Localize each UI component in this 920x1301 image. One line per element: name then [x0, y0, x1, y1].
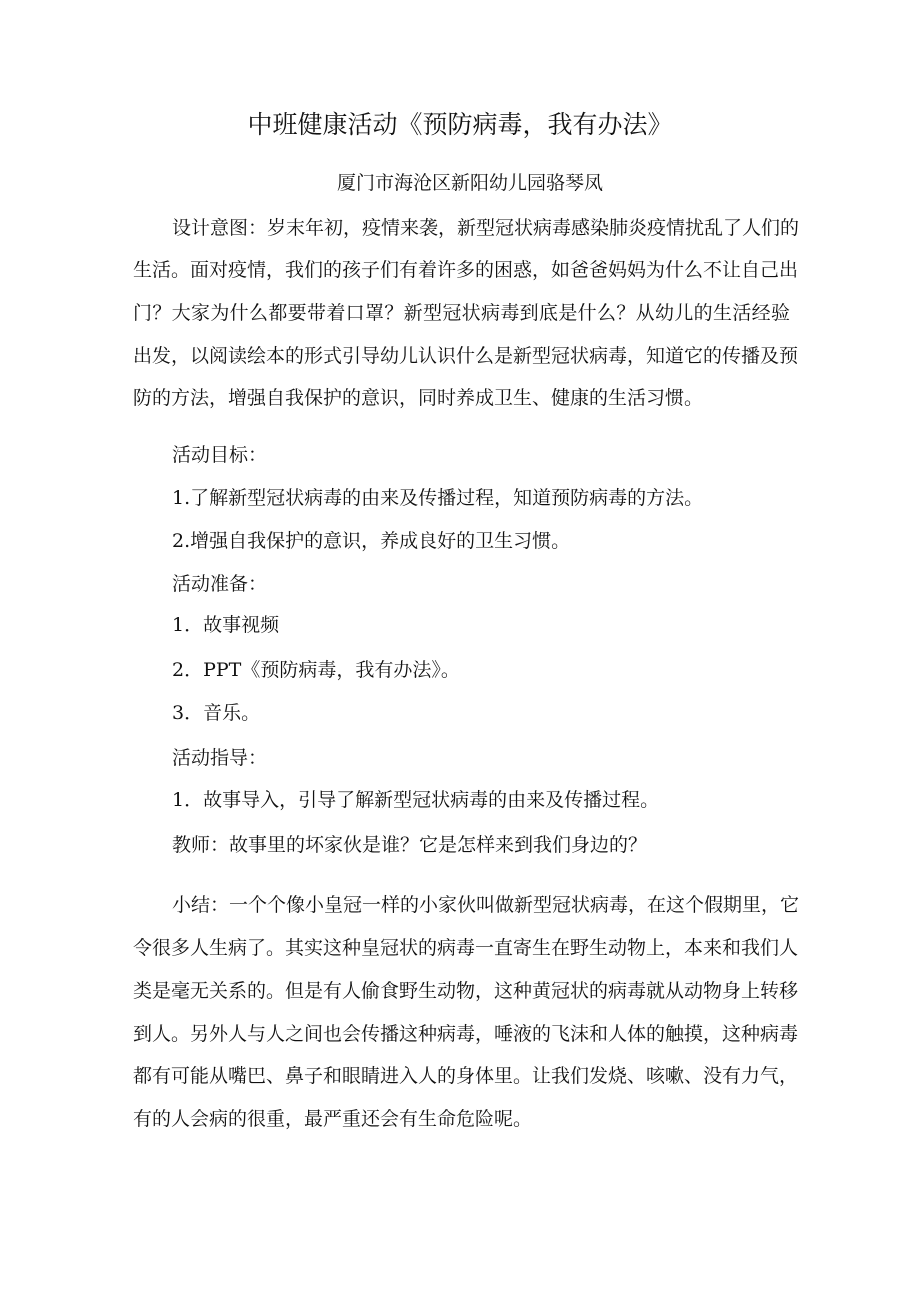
- text-line: 防的方法，增强自我保护的意识，同时养成卫生、健康的生活习惯。: [133, 387, 704, 409]
- text-line: 令很多人生病了。其实这种皇冠状的病毒一直寄生在野生动物上，本来和我们人: [133, 937, 799, 959]
- prep-item: 2．PPT《预防病毒，我有办法》。: [172, 659, 460, 681]
- author-line: 厦门市海沧区新阳幼儿园骆琴凤: [336, 172, 603, 194]
- prep-item: 1．故事视频: [172, 614, 280, 636]
- text-line: 出发，以阅读绘本的形式引导幼儿认识什么是新型冠状病毒，知道它的传播及预: [133, 345, 799, 367]
- goal-item: 2.增强自我保护的意识，养成良好的卫生习惯。: [172, 530, 571, 552]
- text-line: 有的人会病的很重，最严重还会有生命危险呢。: [133, 1108, 533, 1130]
- prep-heading: 活动准备：: [172, 573, 268, 595]
- goals-heading: 活动目标：: [172, 444, 268, 466]
- text-line: 生活。面对疫情，我们的孩子们有着许多的困惑，如爸爸妈妈为什么不让自己出: [133, 259, 799, 281]
- guide-step: 1．故事导入，引导了解新型冠状病毒的由来及传播过程。: [172, 789, 660, 811]
- prep-item: 3．音乐。: [172, 702, 261, 724]
- goal-item: 1.了解新型冠状病毒的由来及传播过程，知道预防病毒的方法。: [172, 487, 704, 509]
- text-line: 类是毫无关系的。但是有人偷食野生动物，这种黄冠状的病毒就从动物身上转移: [133, 980, 799, 1002]
- teacher-question: 教师：故事里的坏家伙是谁？它是怎样来到我们身边的？: [172, 834, 648, 856]
- guide-heading: 活动指导：: [172, 747, 268, 769]
- text-line: 门？大家为什么都要带着口罩？新型冠状病毒到底是什么？从幼儿的生活经验: [133, 302, 790, 324]
- text-line: 小结：一个个像小皇冠一样的小家伙叫做新型冠状病毒，在这个假期里，它: [172, 894, 800, 916]
- document-title: 中班健康活动《预防病毒，我有办法》: [247, 110, 673, 139]
- text-line: 设计意图：岁末年初，疫情来袭，新型冠状病毒感染肺炎疫情扰乱了人们的: [172, 217, 800, 239]
- text-line: 到人。另外人与人之间也会传播这种病毒，唾液的飞沫和人体的触摸，这种病毒: [133, 1023, 799, 1045]
- text-line: 都有可能从嘴巴、鼻子和眼睛进入人的身体里。让我们发烧、咳嗽、没有力气，: [133, 1065, 799, 1087]
